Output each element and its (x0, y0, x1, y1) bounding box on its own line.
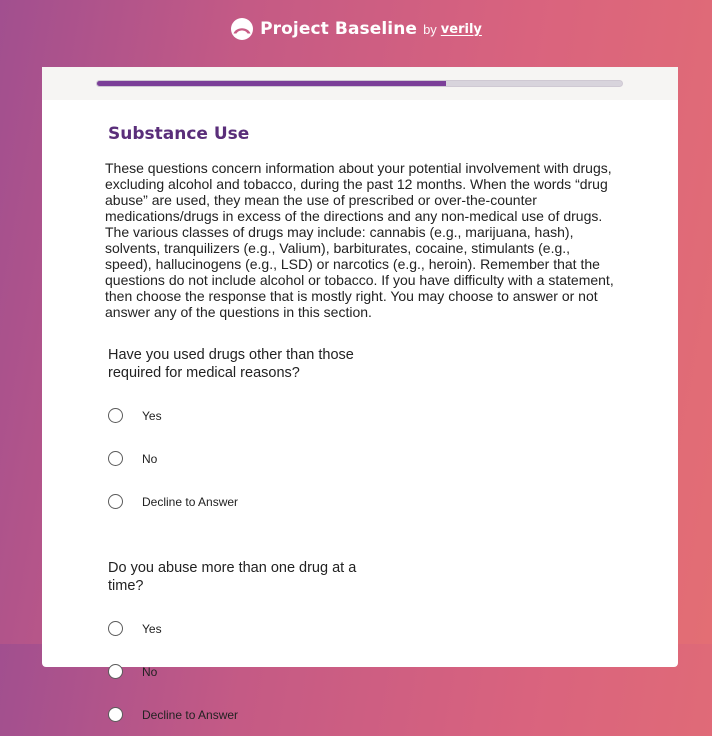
question-text: Do you abuse more than one drug at a time? (108, 560, 357, 594)
option-label: No (142, 451, 158, 466)
radio-icon[interactable] (108, 494, 123, 509)
question-text: Have you used drugs other than those required for medical reasons? (108, 347, 354, 381)
radio-icon[interactable] (108, 451, 123, 466)
answer-options (105, 607, 616, 736)
radio-icon[interactable] (108, 707, 123, 722)
option-yes[interactable] (105, 394, 616, 437)
baseline-arc-icon (230, 17, 254, 41)
option-label: Decline to Answer (142, 707, 239, 722)
option-label: Yes (142, 408, 162, 423)
option-label: No (142, 664, 158, 679)
option-label: Decline to Answer (142, 494, 239, 509)
section-title: Substance Use (108, 124, 250, 144)
radio-icon[interactable] (108, 621, 123, 636)
answer-options (105, 394, 616, 523)
radio-icon[interactable] (108, 408, 123, 423)
survey-content (42, 124, 678, 736)
option-yes[interactable] (105, 607, 616, 650)
progress-header (42, 67, 678, 100)
brand-partner: verily (440, 21, 482, 37)
progress-bar (96, 80, 623, 87)
brand-by: by (423, 21, 437, 37)
brand-name: Project Baseline (260, 19, 418, 39)
question-1 (105, 346, 616, 523)
option-decline[interactable] (105, 480, 616, 523)
option-no[interactable] (105, 437, 616, 480)
survey-card (42, 67, 678, 722)
radio-icon[interactable] (108, 664, 123, 679)
option-label: Yes (142, 621, 162, 636)
option-decline[interactable] (105, 693, 616, 736)
question-2 (105, 559, 616, 736)
option-no[interactable] (105, 650, 616, 693)
progress-fill (97, 81, 446, 86)
brand-header (0, 14, 712, 44)
section-intro: These questions concern information about your potential involvement with drugs, excluding alcohol and tobacco, during the past 12 months. When the words “drug abuse” are used, they mean the use of prescribed or over-the-counter medications/drugs in excess of the directions and any non-medical use of drugs. The various classes of drugs may include: cannabis (e.g., marijuana, hash), solvents, tranquilizers (e.g., Valium), barbiturates, cocaine, stimulants (e.g., speed), hallucinogens (e.g., LSD) or narcotics (e.g., heroin). Remember that the questions do not include alcohol or tobacco. If you have difficulty with a statement, then choose the response that is mostly right. You may choose to answer or not answer any of the questions in this section. (105, 160, 614, 320)
